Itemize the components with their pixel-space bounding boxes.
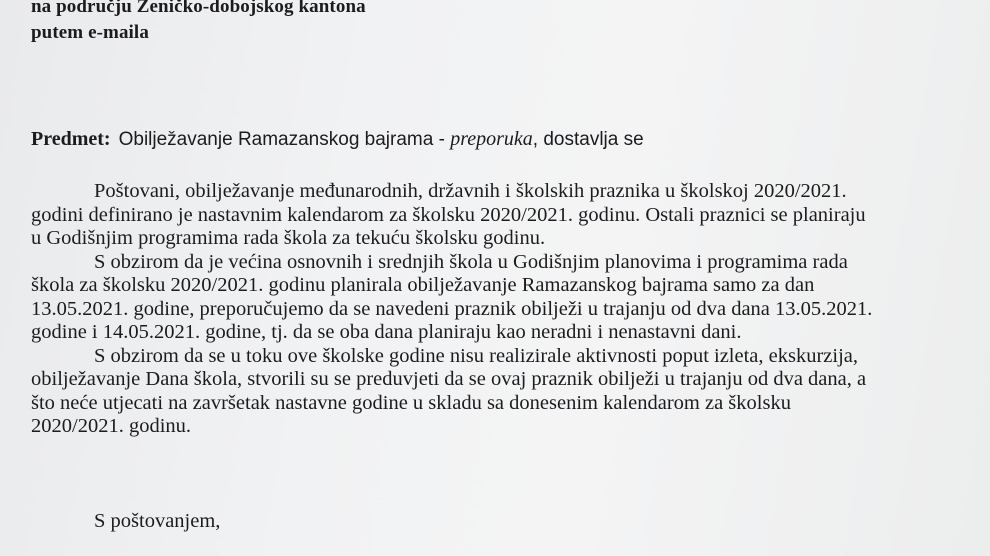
recipient-block [31, 0, 366, 46]
paragraph-line: obilježavanje Dana škola, stvorili su se preduvjeti da se ovaj praznik obilježi u trajanju od dva dana, a [31, 368, 867, 390]
paragraph-justification [31, 345, 941, 439]
paragraph-intro [31, 180, 941, 251]
paragraph-line: godine i 14.05.2021. godine, tj. da se oba dana planiraju kao neradni i nenastavni dani. [31, 321, 742, 343]
paragraph-line: S obzirom da se u toku ove školske godine nisu realizirale aktivnosti poput izleta, ekskurzija, [94, 344, 859, 367]
closing-salutation: S poštovanjem, [94, 510, 221, 532]
subject-text-after: , dostavlja se [532, 129, 644, 150]
subject-text-italic: preporuka [450, 128, 533, 150]
paragraph-line: 2020/2021. godinu. [31, 415, 192, 437]
paragraph-line: godini definirano je nastavnim kalendarom za školsku 2020/2021. godinu. Ostali praznici se planiraju [31, 203, 866, 226]
recipient-line-area: na području Zeničko-dobojskog kantona [31, 0, 366, 17]
letter-body [31, 180, 941, 439]
paragraph-line: Poštovani, obilježavanje međunarodnih, državnih i školskih praznika u školskoj 2020/2021. [94, 180, 847, 202]
subject-label: Predmet: [31, 128, 111, 150]
paragraph-line: 13.05.2021. godine, preporučujemo da se navedeni praznik obilježi u trajanju od dva dana 13.05.2021. [31, 297, 873, 320]
paragraph-line: škola za školsku 2020/2021. godinu planirala obilježavanje Ramazanskog bajrama samo za dan [31, 274, 815, 296]
paragraph-line: u Godišnjim programima rada škola za tekuću školsku godinu. [31, 227, 546, 249]
subject-line [31, 126, 644, 153]
recipient-line-delivery: putem e-maila [31, 22, 149, 43]
subject-text-before: Obilježavanje Ramazanskog bajrama - [118, 129, 451, 150]
paragraph-recommendation [31, 251, 941, 345]
paragraph-line: što neće utjecati na završetak nastavne godine u skladu sa donesenim kalendarom za školsku [31, 391, 791, 414]
paragraph-line: S obzirom da je većina osnovnih i srednjih škola u Godišnjim planovima i programima rada [94, 250, 848, 273]
